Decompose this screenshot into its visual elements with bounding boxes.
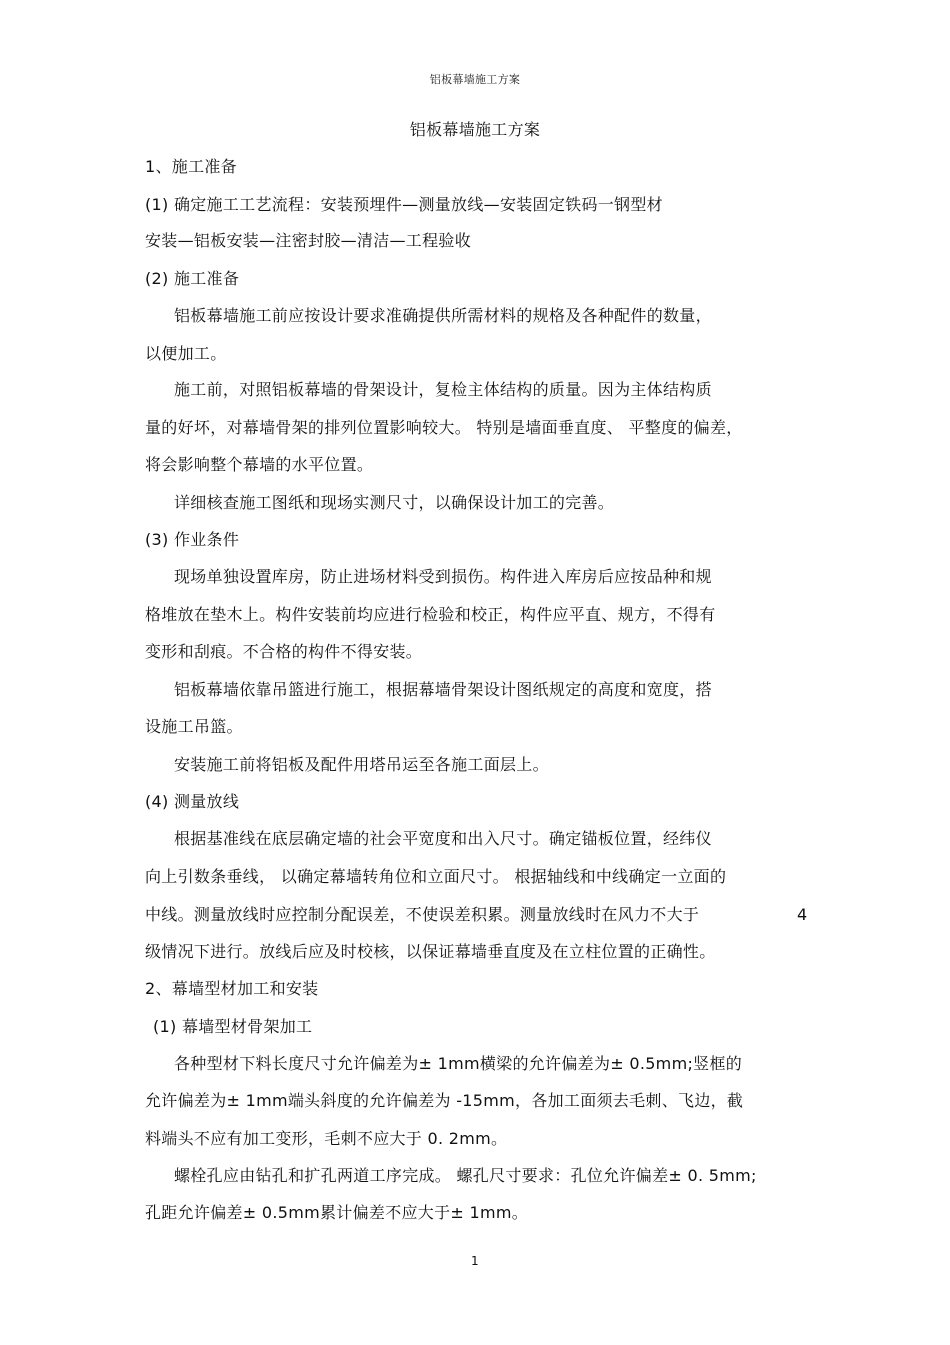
paragraph-line: 变形和刮痕。不合格的构件不得安装。 [145, 642, 423, 661]
paragraph-line: 铝板幕墙施工前应按设计要求准确提供所需材料的规格及各种配件的数量， [174, 306, 712, 325]
paragraph-line: 以便加工。 [145, 344, 227, 363]
paragraph-line: 向上引数条垂线， 以确定幕墙转角位和立面尺寸。 根据轴线和中线确定一立面的 [145, 867, 727, 886]
page-number: 1 [471, 1254, 479, 1268]
paragraph-line: 设施工吊篮。 [145, 717, 243, 736]
paragraph-line: 允许偏差为± 1mm端头斜度的允许偏差为 -15mm，各加工面须去毛刺、飞边，截 [145, 1091, 744, 1110]
subsection-heading: (2) 施工准备 [145, 269, 240, 288]
paragraph-line: 料端头不应有加工变形，毛刺不应大于 0. 2mm。 [145, 1129, 508, 1148]
paragraph-line: 中线。测量放线时应控制分配误差，不使误差积累。测量放线时在风力不大于 [145, 905, 700, 924]
section-heading: 1、施工准备 [145, 157, 237, 176]
paragraph-line: 将会影响整个幕墙的水平位置。 [145, 455, 374, 474]
paragraph-line: 量的好坏，对幕墙骨架的排列位置影响较大。 特别是墙面垂直度、 平整度的偏差， [145, 418, 743, 437]
paragraph-line: 螺栓孔应由钻孔和扩孔两道工序完成。 螺孔尺寸要求：孔位允许偏差± 0. 5mm; [174, 1166, 757, 1185]
wind-level-value: 4 [797, 905, 808, 924]
subsection-heading: (3) 作业条件 [145, 530, 240, 549]
paragraph-line: 各种型材下料长度尺寸允许偏差为± 1mm横梁的允许偏差为± 0.5mm;竖框的 [174, 1054, 743, 1073]
paragraph-line: 安装—铝板安装—注密封胶—清洁—工程验收 [145, 231, 472, 250]
document-title: 铝板幕墙施工方案 [409, 120, 541, 139]
paragraph-line: 现场单独设置库房，防止进场材料受到损伤。构件进入库房后应按品种和规 [174, 567, 712, 586]
subsection-heading: (4) 测量放线 [145, 792, 240, 811]
paragraph-line: 孔距允许偏差± 0.5mm累计偏差不应大于± 1mm。 [145, 1203, 529, 1222]
paragraph-line: 安装施工前将铝板及配件用塔吊运至各施工面层上。 [174, 755, 549, 774]
running-header: 铝板幕墙施工方案 [429, 73, 521, 86]
paragraph-line: 级情况下进行。放线后应及时校核，以保证幕墙垂直度及在立柱位置的正确性。 [145, 942, 716, 961]
paragraph-line: 施工前，对照铝板幕墙的骨架设计，复检主体结构的质量。因为主体结构质 [174, 380, 712, 399]
paragraph-line: 格堆放在垫木上。构件安装前均应进行检验和校正，构件应平直、规方，不得有 [145, 605, 716, 624]
subsection-heading: (1) 幕墙型材骨架加工 [153, 1017, 313, 1036]
paragraph-line: (1) 确定施工工艺流程：安装预埋件—测量放线—安装固定铁码一钢型材 [145, 195, 663, 214]
section-heading: 2、幕墙型材加工和安装 [145, 979, 319, 998]
paragraph-line: 详细核查施工图纸和现场实测尺寸，以确保设计加工的完善。 [174, 493, 615, 512]
paragraph-line: 根据基准线在底层确定墙的社会平宽度和出入尺寸。确定锚板位置，经纬仪 [174, 829, 712, 848]
paragraph-line: 铝板幕墙依靠吊篮进行施工，根据幕墙骨架设计图纸规定的高度和宽度，搭 [174, 680, 712, 699]
